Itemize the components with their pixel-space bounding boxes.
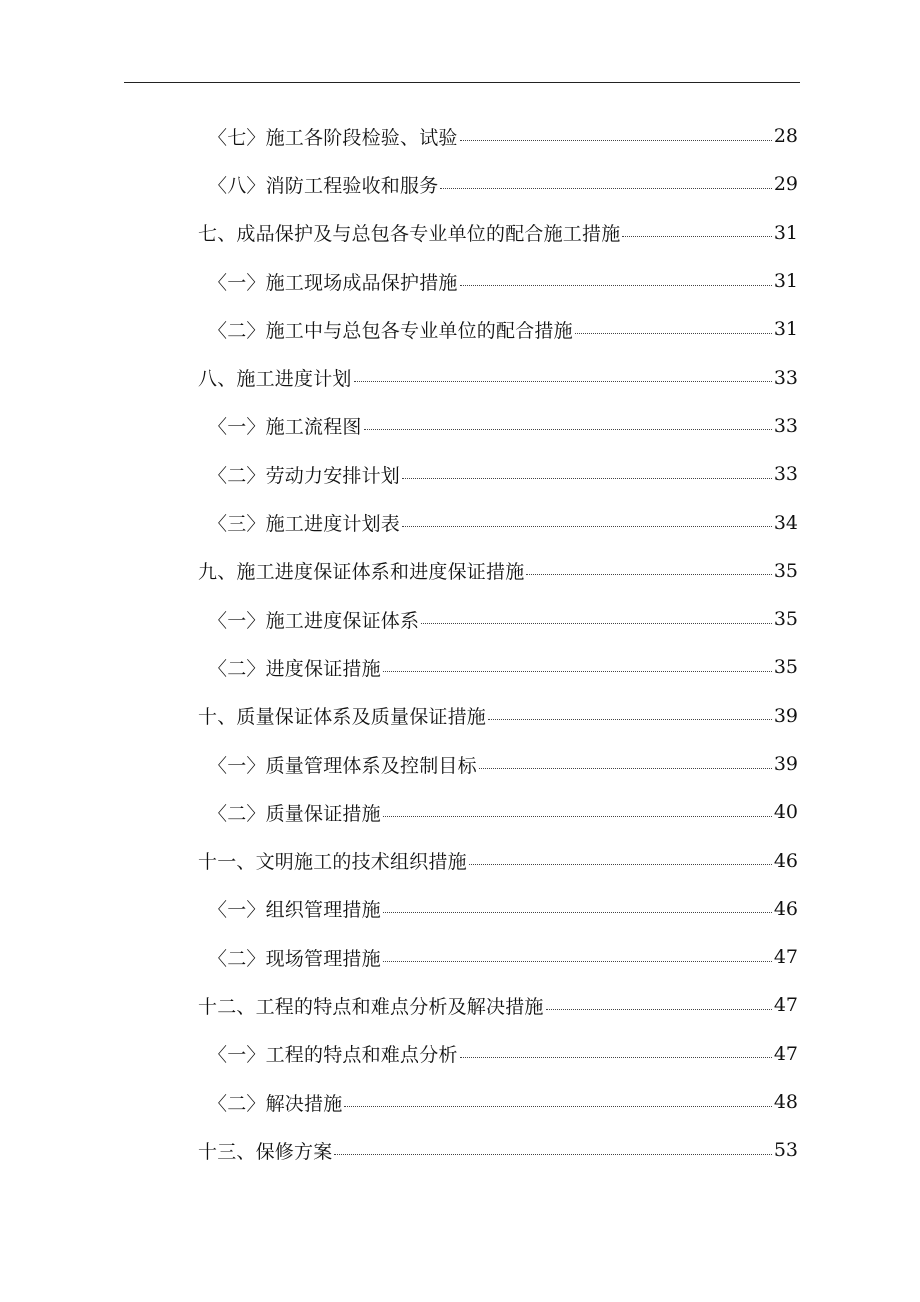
toc-entry[interactable] (0, 595, 920, 643)
toc-entry-page: 39 (773, 704, 798, 727)
toc-entry-page: 47 (773, 994, 798, 1017)
toc-entry-label: 〈二〉质量保证措施 (208, 802, 381, 825)
toc-entry-page: 47 (773, 1042, 798, 1065)
dot-leader (488, 719, 772, 720)
toc-entry-label: 九、施工进度保证体系和进度保证措施 (198, 561, 525, 584)
toc-entry[interactable] (0, 498, 920, 546)
dot-leader (460, 1057, 772, 1058)
toc-entry-label: 〈一〉施工现场成品保护措施 (208, 271, 458, 294)
dot-leader (440, 188, 771, 189)
toc-entry-page: 35 (773, 559, 798, 582)
toc-entry-page: 46 (773, 897, 798, 920)
dot-leader (383, 816, 772, 817)
dot-leader (354, 381, 772, 382)
toc-entry-page: 48 (773, 1091, 798, 1114)
dot-leader (526, 574, 771, 575)
dot-leader (460, 285, 772, 286)
dot-leader (402, 478, 772, 479)
dot-leader (383, 961, 772, 962)
dot-leader (622, 236, 771, 237)
toc-entry-page: 40 (773, 801, 798, 824)
toc-entry-page: 33 (773, 414, 798, 437)
toc-entry-page: 39 (773, 753, 798, 775)
toc-entry[interactable] (0, 1030, 920, 1078)
dot-leader (383, 671, 772, 672)
dot-leader (383, 912, 772, 913)
toc-entry-label: 七、成品保护及与总包各专业单位的配合施工措施 (198, 223, 621, 246)
dot-leader (575, 333, 772, 334)
toc-entry[interactable] (0, 209, 920, 257)
toc-entry[interactable] (0, 160, 920, 208)
toc-entry-page: 33 (773, 463, 798, 486)
toc-entry[interactable] (0, 692, 920, 740)
toc-entry-label: 〈一〉质量管理体系及控制目标 (208, 754, 477, 777)
dot-leader (344, 1106, 771, 1107)
toc-entry[interactable] (0, 836, 920, 884)
dot-leader (364, 429, 772, 430)
toc-entry-label: 〈二〉解决措施 (208, 1092, 343, 1115)
toc-entry[interactable] (0, 547, 920, 595)
toc-entry[interactable] (0, 305, 920, 353)
dot-leader (334, 1154, 771, 1155)
toc-entry-label: 〈八〉消防工程验收和服务 (208, 174, 439, 197)
toc-entry-label: 十三、保修方案 (198, 1140, 333, 1163)
dot-leader (469, 864, 772, 865)
dot-leader (546, 1009, 772, 1010)
toc-entry[interactable] (0, 112, 920, 160)
toc-entry-page: 34 (773, 511, 798, 534)
toc-entry-page: 28 (773, 125, 798, 148)
toc-entry[interactable] (0, 740, 920, 788)
toc-entry-label: 十一、文明施工的技术组织措施 (198, 851, 467, 874)
dot-leader (460, 140, 772, 141)
toc-entry[interactable] (0, 353, 920, 401)
toc-entry-label: 〈七〉施工各阶段检验、试验 (208, 126, 458, 149)
toc-entry[interactable] (0, 1126, 920, 1174)
toc-entry[interactable] (0, 257, 920, 305)
toc-entry-label: 〈一〉施工流程图 (208, 416, 362, 439)
header-rule (124, 82, 800, 83)
table-of-contents (0, 112, 920, 1175)
dot-leader (402, 526, 772, 527)
toc-entry-page: 33 (773, 366, 798, 389)
toc-entry-page: 31 (773, 270, 798, 293)
toc-entry-page: 53 (773, 1139, 798, 1162)
toc-entry-page: 31 (773, 318, 798, 341)
toc-entry-label: 〈二〉劳动力安排计划 (208, 464, 401, 487)
toc-entry-page: 31 (773, 221, 798, 244)
toc-entry-label: 〈二〉进度保证措施 (208, 657, 381, 680)
toc-entry[interactable] (0, 885, 920, 933)
dot-leader (479, 768, 772, 769)
toc-entry[interactable] (0, 788, 920, 836)
toc-entry-label: 〈二〉现场管理措施 (208, 947, 381, 970)
toc-entry[interactable] (0, 643, 920, 691)
toc-entry-label: 〈一〉组织管理措施 (208, 899, 381, 922)
toc-entry-label: 〈二〉施工中与总包各专业单位的配合措施 (208, 319, 573, 342)
dot-leader (421, 623, 772, 624)
toc-entry-page: 29 (773, 173, 798, 196)
toc-entry-label: 〈一〉施工进度保证体系 (208, 609, 420, 632)
toc-entry-label: 八、施工进度计划 (198, 368, 352, 391)
toc-entry-label: 〈三〉施工进度计划表 (208, 513, 401, 536)
toc-entry-label: 〈一〉工程的特点和难点分析 (208, 1044, 458, 1067)
toc-entry[interactable] (0, 402, 920, 450)
toc-entry-page: 47 (773, 946, 798, 969)
toc-entry-page: 35 (773, 608, 798, 631)
toc-entry-page: 46 (773, 849, 798, 872)
toc-entry-label: 十、质量保证体系及质量保证措施 (198, 706, 487, 729)
toc-entry[interactable] (0, 450, 920, 498)
toc-entry[interactable] (0, 981, 920, 1029)
toc-entry-page: 35 (773, 656, 798, 679)
toc-entry[interactable] (0, 933, 920, 981)
toc-entry-label: 十二、工程的特点和难点分析及解决措施 (198, 995, 544, 1018)
toc-entry[interactable] (0, 1078, 920, 1126)
